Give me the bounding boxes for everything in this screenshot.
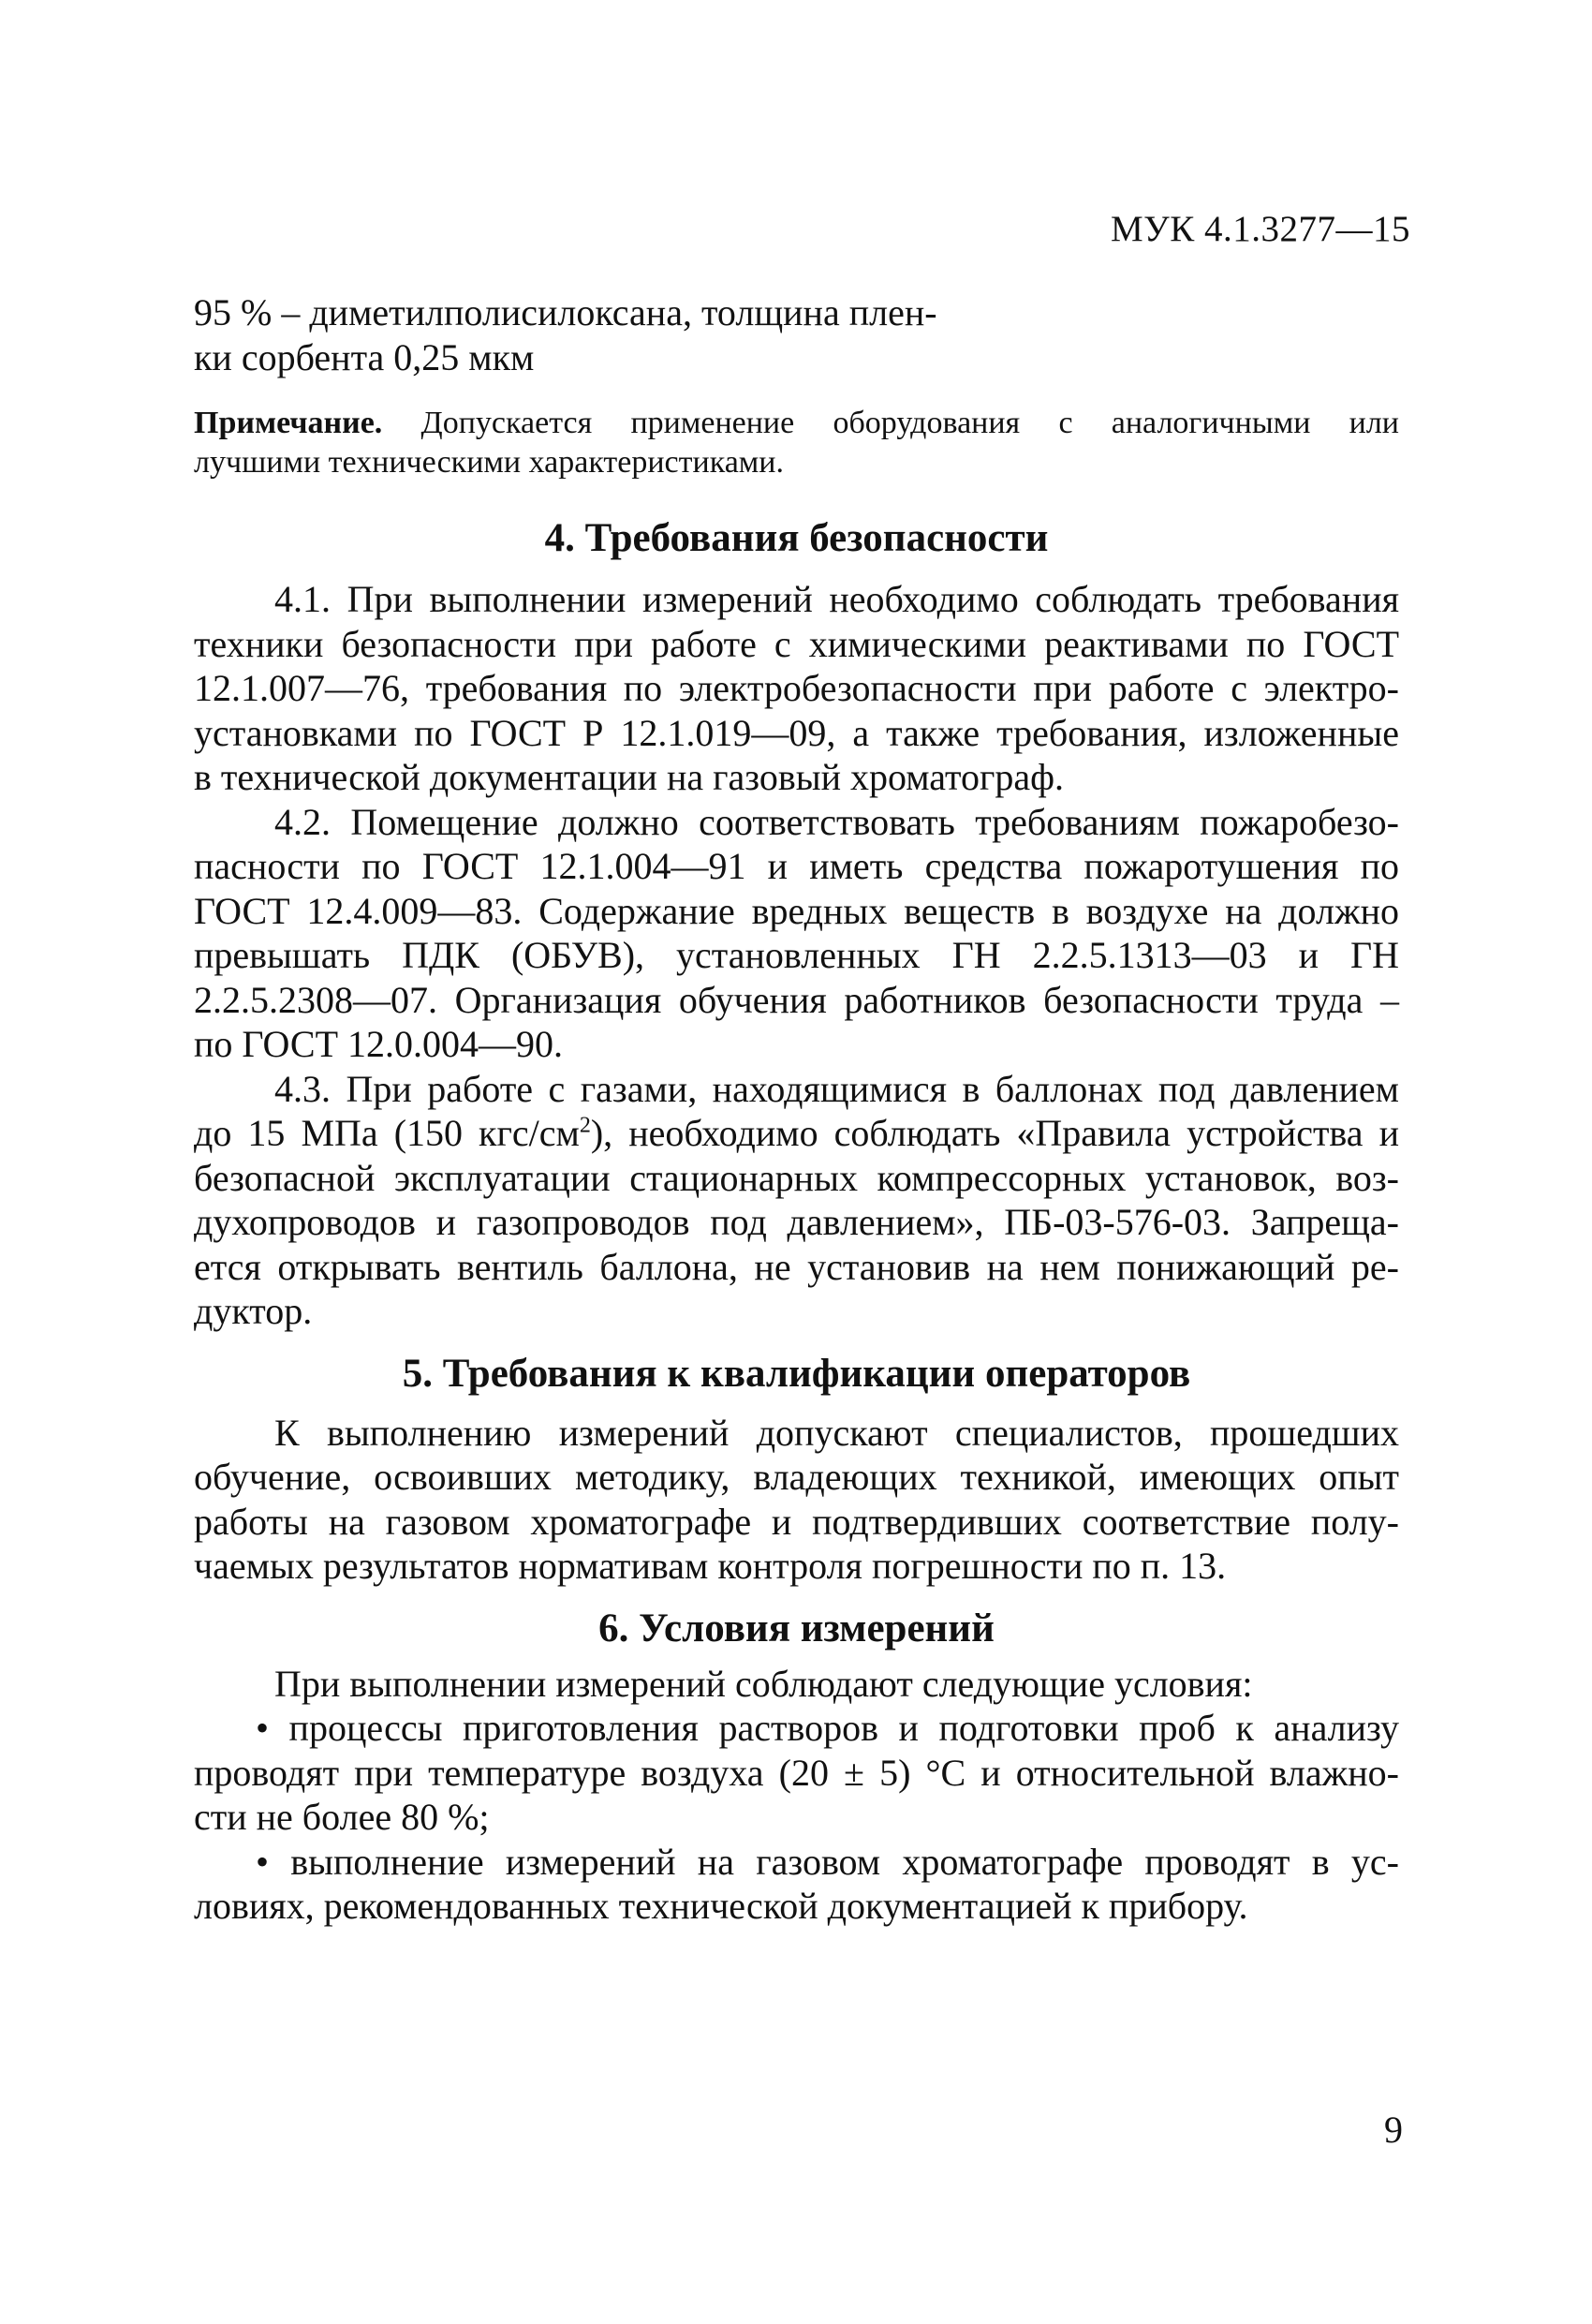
text-line: К выполнению измерений допускают специалистов, прошедших (274, 1411, 1399, 1454)
bullet-item (194, 1706, 1399, 1840)
text-fragment: ), необходимо соблюдать «Правила устройства и (590, 1112, 1399, 1154)
text-line: превышать ПДК (ОБУВ), установленных ГН 2.2.5.1313—03 и ГН (194, 934, 1399, 976)
section-4-title: 4. Требования безопасности (544, 516, 1049, 560)
text-line: работы на газовом хроматографе и подтвердивших соответствие полу- (194, 1500, 1399, 1543)
paragraph-4-2 (194, 800, 1399, 1067)
text-line: 4.1. При выполнении измерений необходимо соблюдать требования (274, 578, 1399, 620)
note-block (194, 404, 1399, 482)
section-6-title: 6. Условия измерений (598, 1606, 995, 1650)
text-line: 2.2.5.2308—07. Организация обучения работников безопасности труда – (194, 978, 1399, 1021)
text-line: • процессы приготовления растворов и подготовки проб к анализу (256, 1707, 1399, 1749)
text-line: 4.3. При работе с газами, находящимися в баллонах под давлением (274, 1067, 1399, 1110)
text-line: ки сорбента 0,25 мкм (194, 335, 535, 378)
text-line: чаемых результатов нормативам контроля погрешности по п. 13. (194, 1545, 1227, 1587)
note-line (194, 404, 1399, 443)
bullet-item (194, 1840, 1399, 1929)
intro-paragraph (194, 290, 1399, 379)
note-label: Примечание. (194, 406, 383, 440)
text-line (194, 1111, 1399, 1156)
text-line: дуктор. (194, 1290, 313, 1332)
text-line: пасности по ГОСТ 12.1.004—91 и иметь средства пожаротушения по (194, 845, 1399, 887)
text-line: обучение, освоивших методику, владеющих техникой, имеющих опыт (194, 1456, 1399, 1498)
text-line: ловиях, рекомендованных технической документацией к прибору. (194, 1885, 1248, 1927)
text-line: по ГОСТ 12.0.004—90. (194, 1023, 564, 1065)
text-line: 4.2. Помещение должно соответствовать требованиям пожаробезо- (274, 800, 1399, 843)
note-line: лучшими техническими характеристиками. (194, 445, 784, 480)
paragraph-6-intro (194, 1662, 1399, 1707)
page-number: 9 (1384, 2109, 1403, 2151)
text-line: 12.1.007—76, требования по электробезопасности при работе с электро- (194, 667, 1399, 709)
page-content (194, 290, 1399, 1929)
text-line: сти не более 80 %; (194, 1796, 490, 1838)
text-line: безопасной эксплуатации стационарных компрессорных установок, воз- (194, 1156, 1399, 1199)
paragraph-5 (194, 1411, 1399, 1589)
text-line: • выполнение измерений на газовом хроматографе проводят в ус- (256, 1840, 1399, 1883)
section-5-title: 5. Требования к квалификации операторов (402, 1351, 1191, 1396)
text-line: установками по ГОСТ Р 12.1.019—09, а также требования, изложенные (194, 711, 1399, 754)
paragraph-4-3 (194, 1067, 1399, 1334)
text-line: духопроводов и газопроводов под давлением», ПБ-03-576-03. Запреща- (194, 1201, 1399, 1243)
text-line: При выполнении измерений соблюдают следующие условия: (274, 1662, 1253, 1705)
text-line: ГОСТ 12.4.009—83. Содержание вредных веществ в воздухе на должно (194, 889, 1399, 932)
text-line: техники безопасности при работе с химическими реактивами по ГОСТ (194, 622, 1399, 665)
note-text: Допускается применение оборудования с аналогичными или (420, 406, 1400, 440)
paragraph-4-1 (194, 577, 1399, 800)
document-code: МУК 4.1.3277—15 (1110, 209, 1410, 249)
text-line: 95 % – диметилполисилоксана, толщина плен- (194, 291, 937, 333)
text-line: в технической документации на газовый хроматограф. (194, 756, 1065, 798)
superscript: 2 (579, 1113, 591, 1138)
text-line: проводят при температуре воздуха (20 ± 5) °С и относительной влажно- (194, 1751, 1399, 1794)
text-line: ется открывать вентиль баллона, не установив на нем понижающий ре- (194, 1245, 1399, 1288)
text-fragment: до 15 МПа (150 кгс/см (194, 1112, 580, 1154)
